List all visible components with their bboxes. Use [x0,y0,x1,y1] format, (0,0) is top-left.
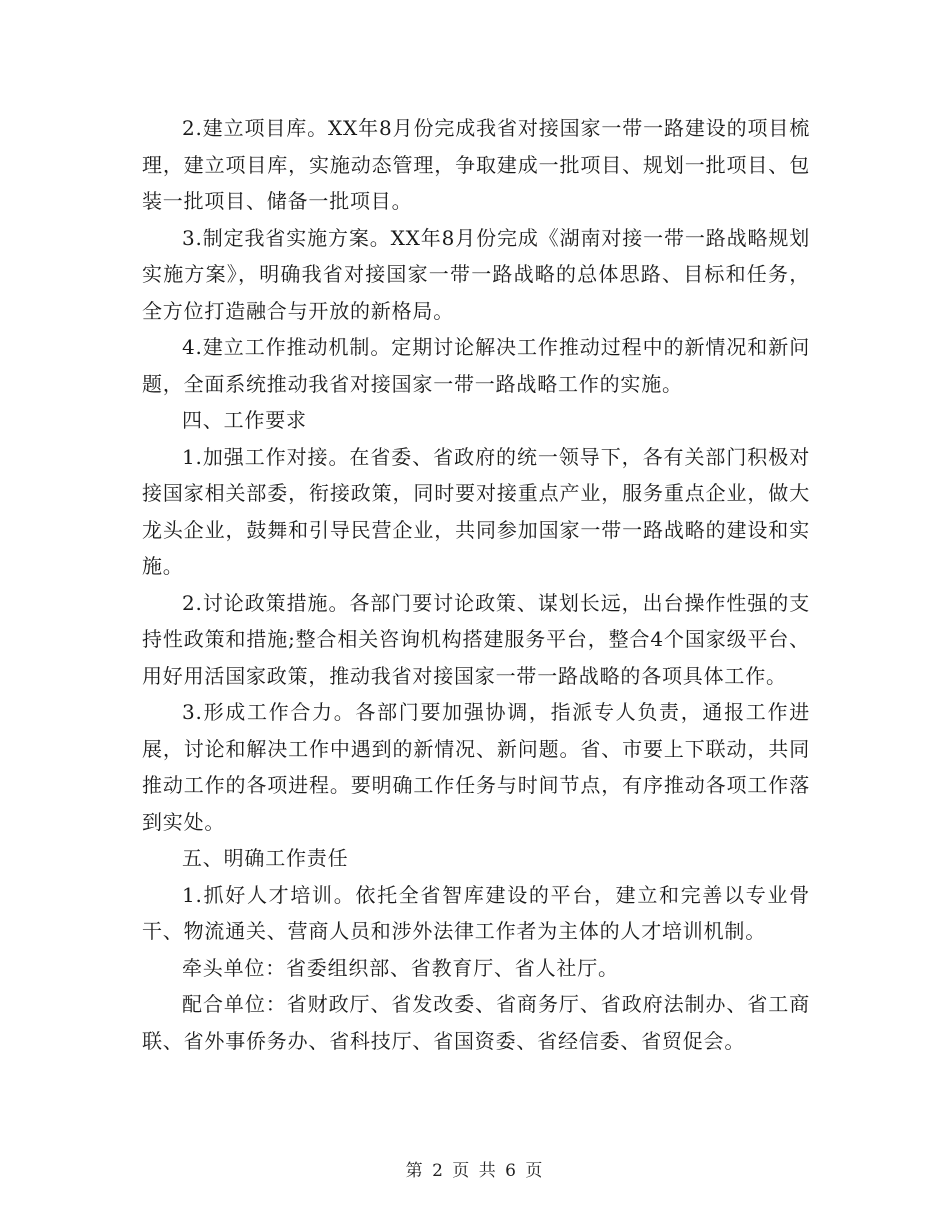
section-heading-work-requirements: 四、工作要求 [182,408,307,432]
paragraph-lead-units: 牵头单位：省委组织部、省教育厅、省人社厅。 [182,955,619,980]
document-body [142,110,810,1059]
paragraph-strengthen-docking: 1.加强工作对接。在省委、省政府的统一领导下，各有关部门积极对接国家相关部委，衔接政策，同时要对接重点产业，服务重点企业，做大龙头企业，鼓舞和引导民营企业，共同参加国家一带一路战略的建设和实施。 [142,444,810,578]
page-number-footer: 第 2 页 共 6 页 [405,1161,545,1181]
paragraph-policy-measures: 2.讨论政策措施。各部门要讨论政策、谋划长远，出台操作性强的支持性政策和措施;整合相关咨询机构搭建服务平台，整合4个国家级平台、用好用活国家政策，推动我省对接国家一带一路战略的各项具体工作。 [142,590,810,688]
paragraph-implementation-plan: 3.制定我省实施方案。XX年8月份完成《湖南对接一带一路战略规划实施方案》，明确我省对接国家一带一路战略的总体思路、目标和任务，全方位打造融合与开放的新格局。 [142,225,810,323]
section-heading-responsibilities: 五、明确工作责任 [182,846,349,870]
paragraph-cooperating-units: 配合单位：省财政厅、省发改委、省商务厅、省政府法制办、省工商联、省外事侨务办、省科技厅、省国资委、省经信委、省贸促会。 [142,992,810,1053]
paragraph-work-synergy: 3.形成工作合力。各部门要加强协调，指派专人负责，通报工作进展，讨论和解决工作中遇到的新情况、新问题。省、市要上下联动，共同推动工作的各项进程。要明确工作任务与时间节点，有序推动各项工作落到实处。 [142,700,810,834]
paragraph-work-mechanism: 4.建立工作推动机制。定期讨论解决工作推动过程中的新情况和新问题，全面系统推动我省对接国家一带一路战略工作的实施。 [142,335,810,396]
paragraph-item-project-library: 2.建立项目库。XX年8月份完成我省对接国家一带一路建设的项目梳理，建立项目库，实施动态管理，争取建成一批项目、规划一批项目、包装一批项目、储备一批项目。 [142,116,810,213]
paragraph-talent-training: 1.抓好人才培训。依托全省智库建设的平台，建立和完善以专业骨干、物流通关、营商人员和涉外法律工作者为主体的人才培训机制。 [142,882,810,943]
